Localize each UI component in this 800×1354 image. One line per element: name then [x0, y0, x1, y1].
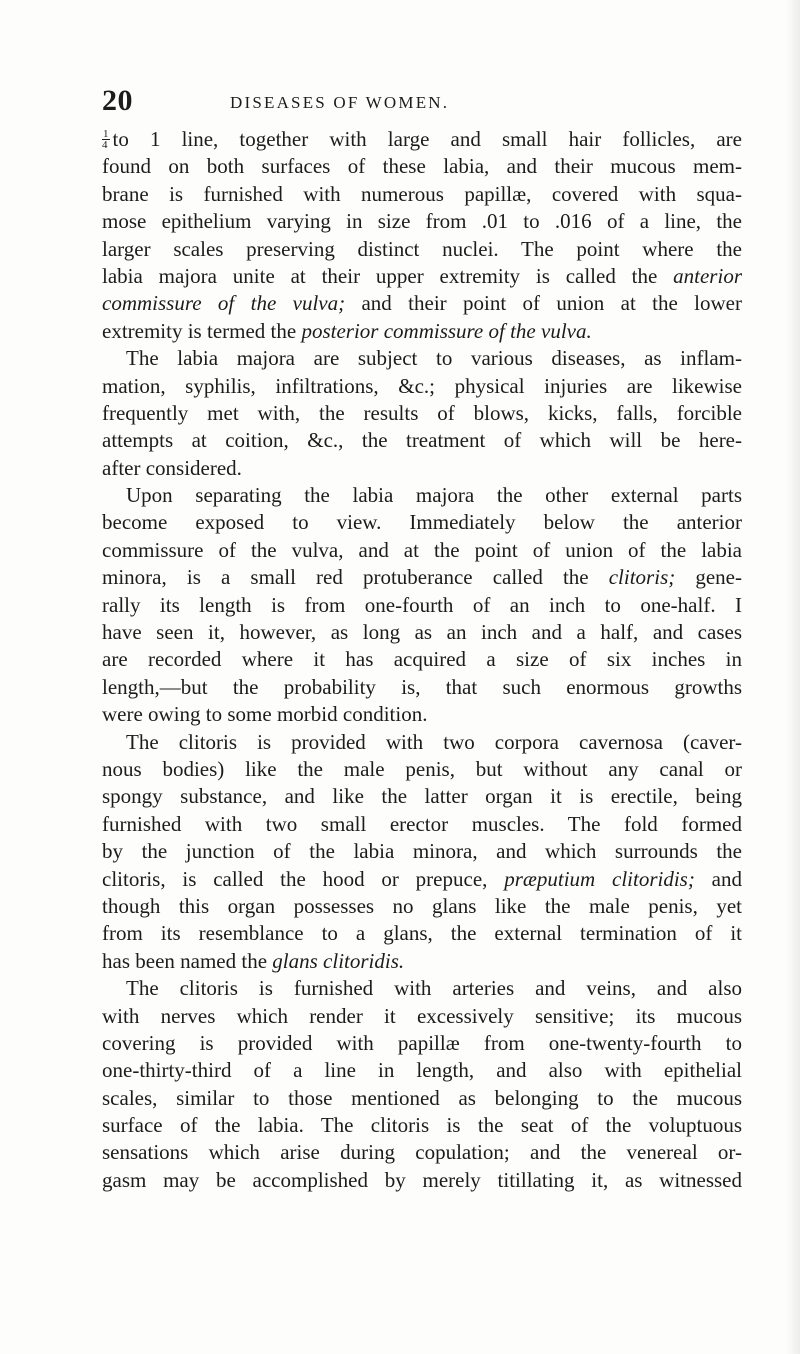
text-line	[102, 592, 742, 619]
text-line	[102, 1003, 742, 1030]
text-line	[102, 619, 742, 646]
line-text: gasm may be accomplished by merely titillating it, as witnessed	[102, 1167, 742, 1192]
text-line	[102, 893, 742, 920]
line-text: were owing to some morbid condition.	[102, 702, 428, 727]
text-line	[102, 1139, 742, 1166]
line-text: The labia majora are subject to various diseases, as inflam-	[126, 346, 742, 371]
text-line	[102, 400, 742, 427]
text-line	[102, 564, 742, 591]
italic-term: præputium clitoridis;	[504, 866, 695, 891]
text-line	[102, 455, 742, 482]
text-line	[102, 345, 742, 372]
line-text: though this organ possesses no glans like the male penis, yet	[102, 893, 742, 918]
text-line	[102, 1112, 742, 1139]
italic-term: commissure of the vulva;	[102, 291, 346, 316]
page-edge-shadow	[786, 0, 800, 1354]
text-line	[102, 373, 742, 400]
line-text: nous bodies) like the male penis, but without any canal or	[102, 756, 742, 781]
text-line	[102, 537, 742, 564]
text-line	[102, 866, 742, 893]
body-text	[102, 126, 742, 1194]
line-text: sensations which arise during copulation; and the venereal or-	[102, 1140, 742, 1165]
line-text: extremity is termed the	[102, 318, 302, 343]
text-line	[102, 1057, 742, 1084]
line-text: and their point of union at the lower	[345, 291, 742, 316]
page-header	[102, 84, 742, 124]
line-text: from its resemblance to a glans, the external termination of it	[102, 921, 742, 946]
line-text: frequently met with, the results of blows, kicks, falls, forcible	[102, 400, 742, 425]
text-line	[102, 290, 742, 317]
line-text: labia majora unite at their upper extremity is called the	[102, 263, 674, 288]
italic-term: posterior commissure of the vulva.	[301, 318, 592, 343]
text-line	[102, 838, 742, 865]
text-line	[102, 208, 742, 235]
line-text: to 1 line, together with large and small hair follicles, are	[112, 127, 742, 151]
text-line	[102, 729, 742, 756]
line-text: covering is provided with papillæ from one-twenty-fourth to	[102, 1030, 742, 1055]
line-text: found on both surfaces of these labia, and their mucous mem-	[102, 154, 742, 179]
line-text: one-thirty-third of a line in length, and also with epithelial	[102, 1058, 742, 1083]
text-line	[102, 1030, 742, 1057]
line-text: brane is furnished with numerous papillæ, covered with squa-	[102, 181, 742, 206]
text-line	[102, 482, 742, 509]
text-line	[102, 674, 742, 701]
line-text: larger scales preserving distinct nuclei. The point where the	[102, 236, 742, 261]
line-text: has been named the	[102, 948, 273, 973]
line-text: clitoris, is called the hood or prepuce,	[102, 866, 505, 891]
text-line	[102, 920, 742, 947]
italic-term: glans clitoridis.	[272, 948, 405, 973]
line-text: attempts at coition, &c., the treatment of which will be here-	[102, 428, 742, 453]
italic-term: anterior	[673, 263, 742, 288]
line-text: after considered.	[102, 455, 242, 480]
line-text: rally its length is from one-fourth of an inch to one-half. I	[102, 592, 742, 617]
line-text: Upon separating the labia majora the other external parts	[126, 483, 742, 508]
text-line	[102, 948, 742, 975]
line-text: The clitoris is furnished with arteries and veins, and also	[126, 976, 742, 1001]
running-title: DISEASES OF WOMEN.	[230, 93, 450, 112]
text-line	[102, 811, 742, 838]
line-text: with nerves which render it excessively sensitive; its mucous	[102, 1003, 742, 1028]
text-line	[102, 975, 742, 1002]
line-text: mose epithelium varying in size from .01 to .016 of a line, the	[102, 209, 742, 234]
line-text: mation, syphilis, infiltrations, &c.; physical injuries are likewise	[102, 373, 742, 398]
fraction-numerator: 1	[103, 127, 109, 140]
line-text: scales, similar to those mentioned as belonging to the mucous	[102, 1085, 742, 1110]
line-text: commissure of the vulva, and at the point of union of the labia	[102, 537, 742, 562]
line-text: are recorded where it has acquired a size of six inches in	[102, 647, 742, 672]
text-line	[102, 236, 742, 263]
text-line	[102, 701, 742, 728]
line-text: minora, is a small red protuberance called the	[102, 565, 609, 590]
text-line	[102, 263, 742, 290]
text-line	[102, 756, 742, 783]
line-text: and	[694, 866, 742, 891]
text-line	[102, 1167, 742, 1194]
text-line	[102, 646, 742, 673]
line-text: become exposed to view. Immediately below the anterior	[102, 510, 742, 535]
line-text: length,—but the probability is, that such enormous growths	[102, 674, 742, 699]
line-text: gene-	[675, 565, 742, 590]
text-line	[102, 509, 742, 536]
text-line	[102, 181, 742, 208]
text-line	[102, 783, 742, 810]
text-line	[102, 126, 742, 153]
text-line	[102, 427, 742, 454]
fraction-denominator: 4	[102, 138, 108, 151]
line-text: surface of the labia. The clitoris is the seat of the voluptuous	[102, 1113, 742, 1138]
page-number: 20	[102, 84, 133, 117]
line-text: spongy substance, and like the latter organ it is erectile, being	[102, 784, 742, 809]
text-line	[102, 153, 742, 180]
text-line	[102, 318, 742, 345]
line-text: furnished with two small erector muscles. The fold formed	[102, 811, 742, 836]
line-text: The clitoris is provided with two corpora cavernosa (caver-	[126, 729, 742, 754]
line-text: have seen it, however, as long as an inch and a half, and cases	[102, 620, 742, 645]
italic-term: clitoris;	[608, 565, 676, 590]
fraction	[102, 129, 110, 150]
line-text: by the junction of the labia minora, and which surrounds the	[102, 839, 742, 864]
text-line	[102, 1085, 742, 1112]
